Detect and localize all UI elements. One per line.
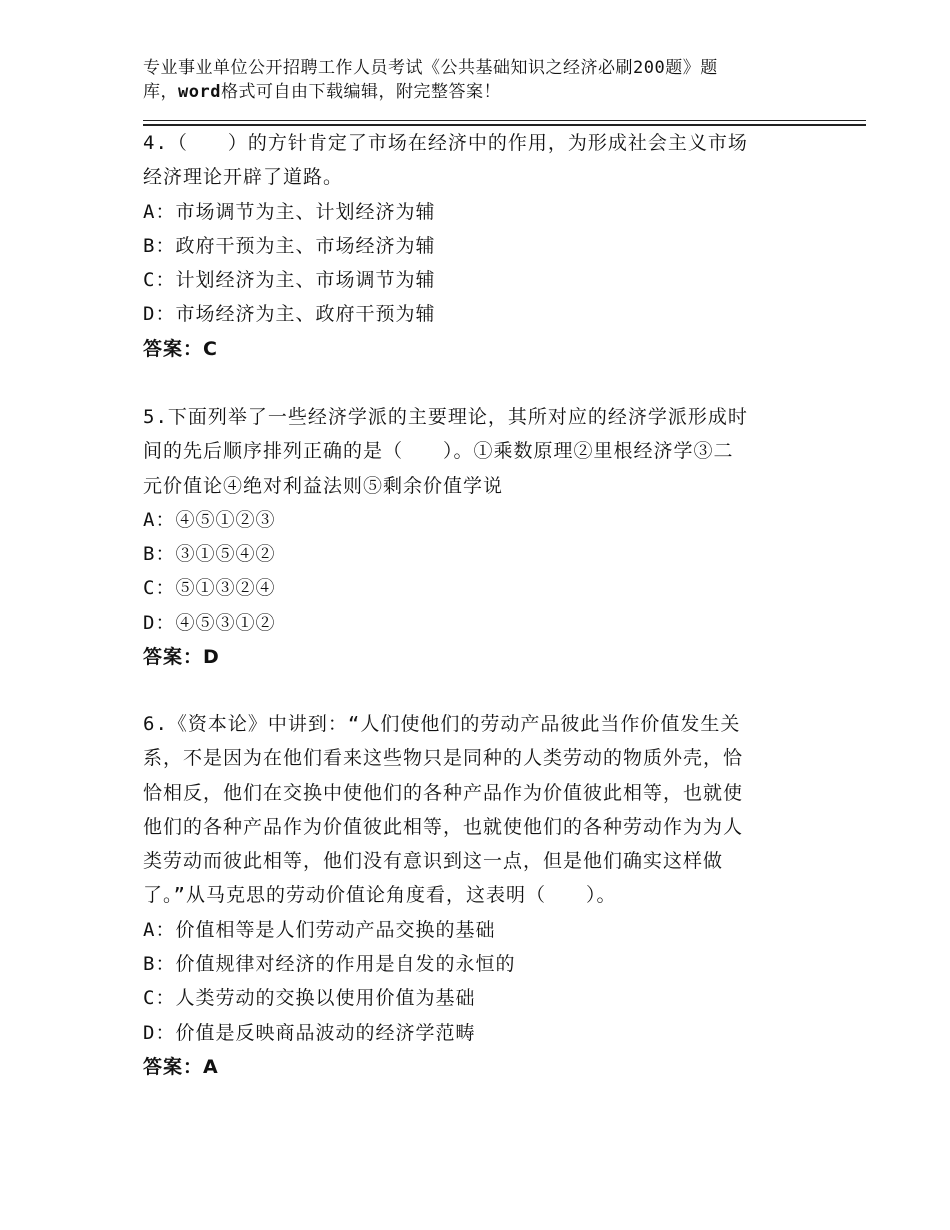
header-prefix: 库， <box>143 82 178 102</box>
answer-label: 答案：C <box>143 337 218 360</box>
option-c: C：⑤①③②④ <box>143 577 276 600</box>
option-b: B：价值规律对经济的作用是自发的永恒的 <box>143 953 516 976</box>
answer-label: 答案：D <box>143 646 220 669</box>
option-d: D：市场经济为主、政府干预为辅 <box>143 303 436 326</box>
option-a: A：市场调节为主、计划经济为辅 <box>143 200 436 223</box>
question-6 <box>143 707 803 1084</box>
question-stem-line: 间的先后顺序排列正确的是（ ）。①乘数原理②里根经济学③二 <box>143 440 734 463</box>
question-stem-line: 4.（ ）的方针肯定了市场在经济中的作用，为形成社会主义市场 <box>143 132 748 154</box>
question-stem-line: 了。”从马克思的劳动价值论角度看，这表明（ ）。 <box>143 884 617 907</box>
question-stem-line: 系，不是因为在他们看来这些物只是同种的人类劳动的物质外壳，恰 <box>143 747 744 770</box>
header-suffix: 格式可自由下载编辑，附完整答案！ <box>220 82 501 102</box>
option-d: D：④⑤③①② <box>143 611 276 634</box>
question-stem-line: 他们的各种产品作为价值彼此相等，也就使他们的各种劳动作为为人 <box>143 815 744 838</box>
question-stem-line: 经济理论开辟了道路。 <box>143 166 344 189</box>
header-word-format: word <box>178 82 221 102</box>
option-c: C：人类劳动的交换以使用价值为基础 <box>143 987 476 1010</box>
question-5 <box>143 400 803 674</box>
question-stem-line: 恰相反，他们在交换中使他们的各种产品作为价值彼此相等，也就使 <box>143 781 744 804</box>
option-b: B：③①⑤④② <box>143 543 276 566</box>
document-header <box>143 56 783 104</box>
answer-label: 答案：A <box>143 1055 219 1078</box>
question-stem-line: 元价值论④绝对利益法则⑤剩余价值学说 <box>143 474 504 497</box>
question-stem-line: 类劳动而彼此相等，他们没有意识到这一点，但是他们确实这样做 <box>143 850 724 873</box>
option-a: A：价值相等是人们劳动产品交换的基础 <box>143 918 496 941</box>
header-subtitle-line <box>143 80 783 104</box>
option-a: A：④⑤①②③ <box>143 508 276 531</box>
question-stem-line: 6.《资本论》中讲到：“人们使他们的劳动产品彼此当作价值发生关 <box>143 713 741 735</box>
question-4 <box>143 126 803 366</box>
header-title-line: 专业事业单位公开招聘工作人员考试《公共基础知识之经济必刷200题》题 <box>143 58 718 78</box>
option-c: C：计划经济为主、市场调节为辅 <box>143 269 436 292</box>
option-d: D：价值是反映商品波动的经济学范畴 <box>143 1021 476 1044</box>
header-divider-thin <box>143 120 866 121</box>
option-b: B：政府干预为主、市场经济为辅 <box>143 234 436 257</box>
question-stem-line: 5.下面列举了一些经济学派的主要理论，其所对应的经济学派形成时 <box>143 406 748 428</box>
